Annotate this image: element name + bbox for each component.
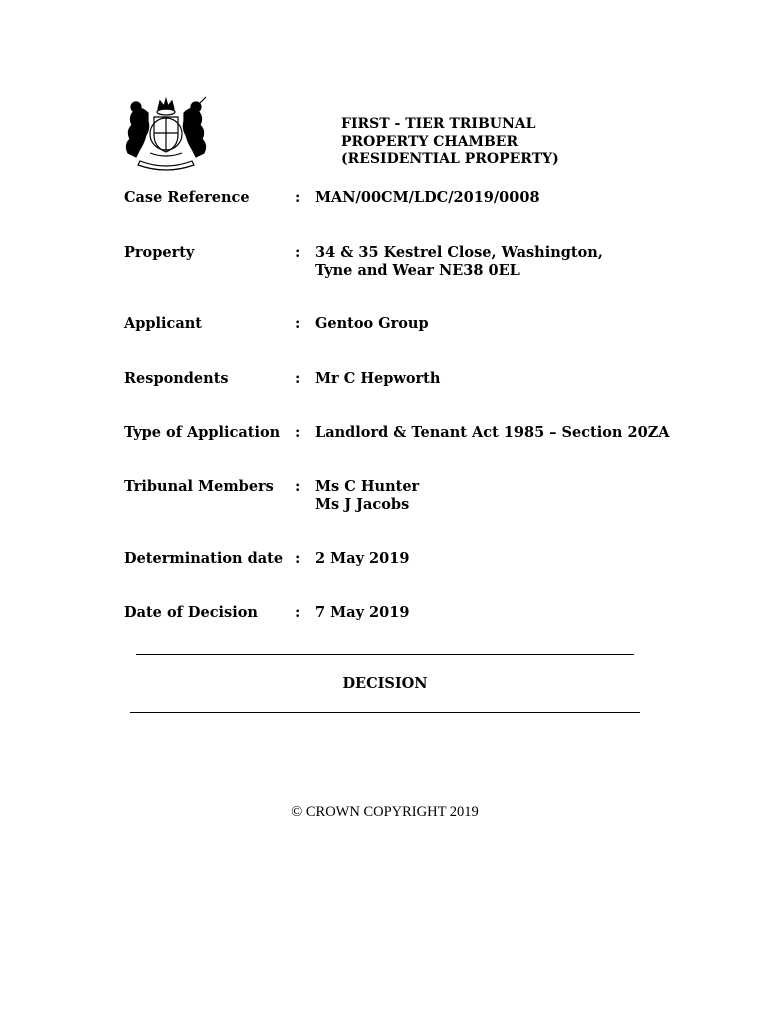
property-value-line-1: 34 & 35 Kestrel Close, Washington, <box>315 244 603 261</box>
separator-colon: : <box>295 244 301 261</box>
top-divider <box>136 654 634 655</box>
tribunal-members-label: Tribunal Members <box>124 478 274 495</box>
heading-line-3: (RESIDENTIAL PROPERTY) <box>341 151 559 167</box>
tribunal-heading <box>341 116 559 169</box>
decision-heading: DECISION <box>342 675 428 692</box>
applicant-label: Applicant <box>124 315 203 332</box>
respondents-value: Mr C Hepworth <box>315 370 441 387</box>
case-reference-label: Case Reference <box>124 189 250 206</box>
separator-colon: : <box>295 189 301 206</box>
bottom-divider <box>130 712 640 713</box>
tribunal-member-1: Ms C Hunter <box>315 478 420 495</box>
date-of-decision-value: 7 May 2019 <box>315 604 410 621</box>
separator-colon: : <box>295 478 301 495</box>
property-label: Property <box>124 244 195 261</box>
case-reference-value: MAN/00CM/LDC/2019/0008 <box>315 189 540 206</box>
type-of-application-value: Landlord & Tenant Act 1985 – Section 20ZA <box>315 424 670 441</box>
separator-colon: : <box>295 604 301 621</box>
respondents-label: Respondents <box>124 370 229 387</box>
determination-date-value: 2 May 2019 <box>315 550 410 567</box>
applicant-value: Gentoo Group <box>315 315 429 332</box>
separator-colon: : <box>295 424 301 441</box>
royal-coat-of-arms-icon <box>120 95 212 171</box>
separator-colon: : <box>295 370 301 387</box>
property-value-line-2: Tyne and Wear NE38 0EL <box>315 261 520 279</box>
type-of-application-label: Type of Application <box>124 424 281 441</box>
separator-colon: : <box>295 315 301 332</box>
determination-date-label: Determination date <box>124 550 284 567</box>
heading-line-2: PROPERTY CHAMBER <box>341 133 519 150</box>
separator-colon: : <box>295 550 301 567</box>
date-of-decision-label: Date of Decision <box>124 604 258 621</box>
heading-line-1: FIRST - TIER TRIBUNAL <box>341 116 536 132</box>
tribunal-member-2: Ms J Jacobs <box>315 495 410 513</box>
copyright-notice: © CROWN COPYRIGHT 2019 <box>291 804 479 820</box>
